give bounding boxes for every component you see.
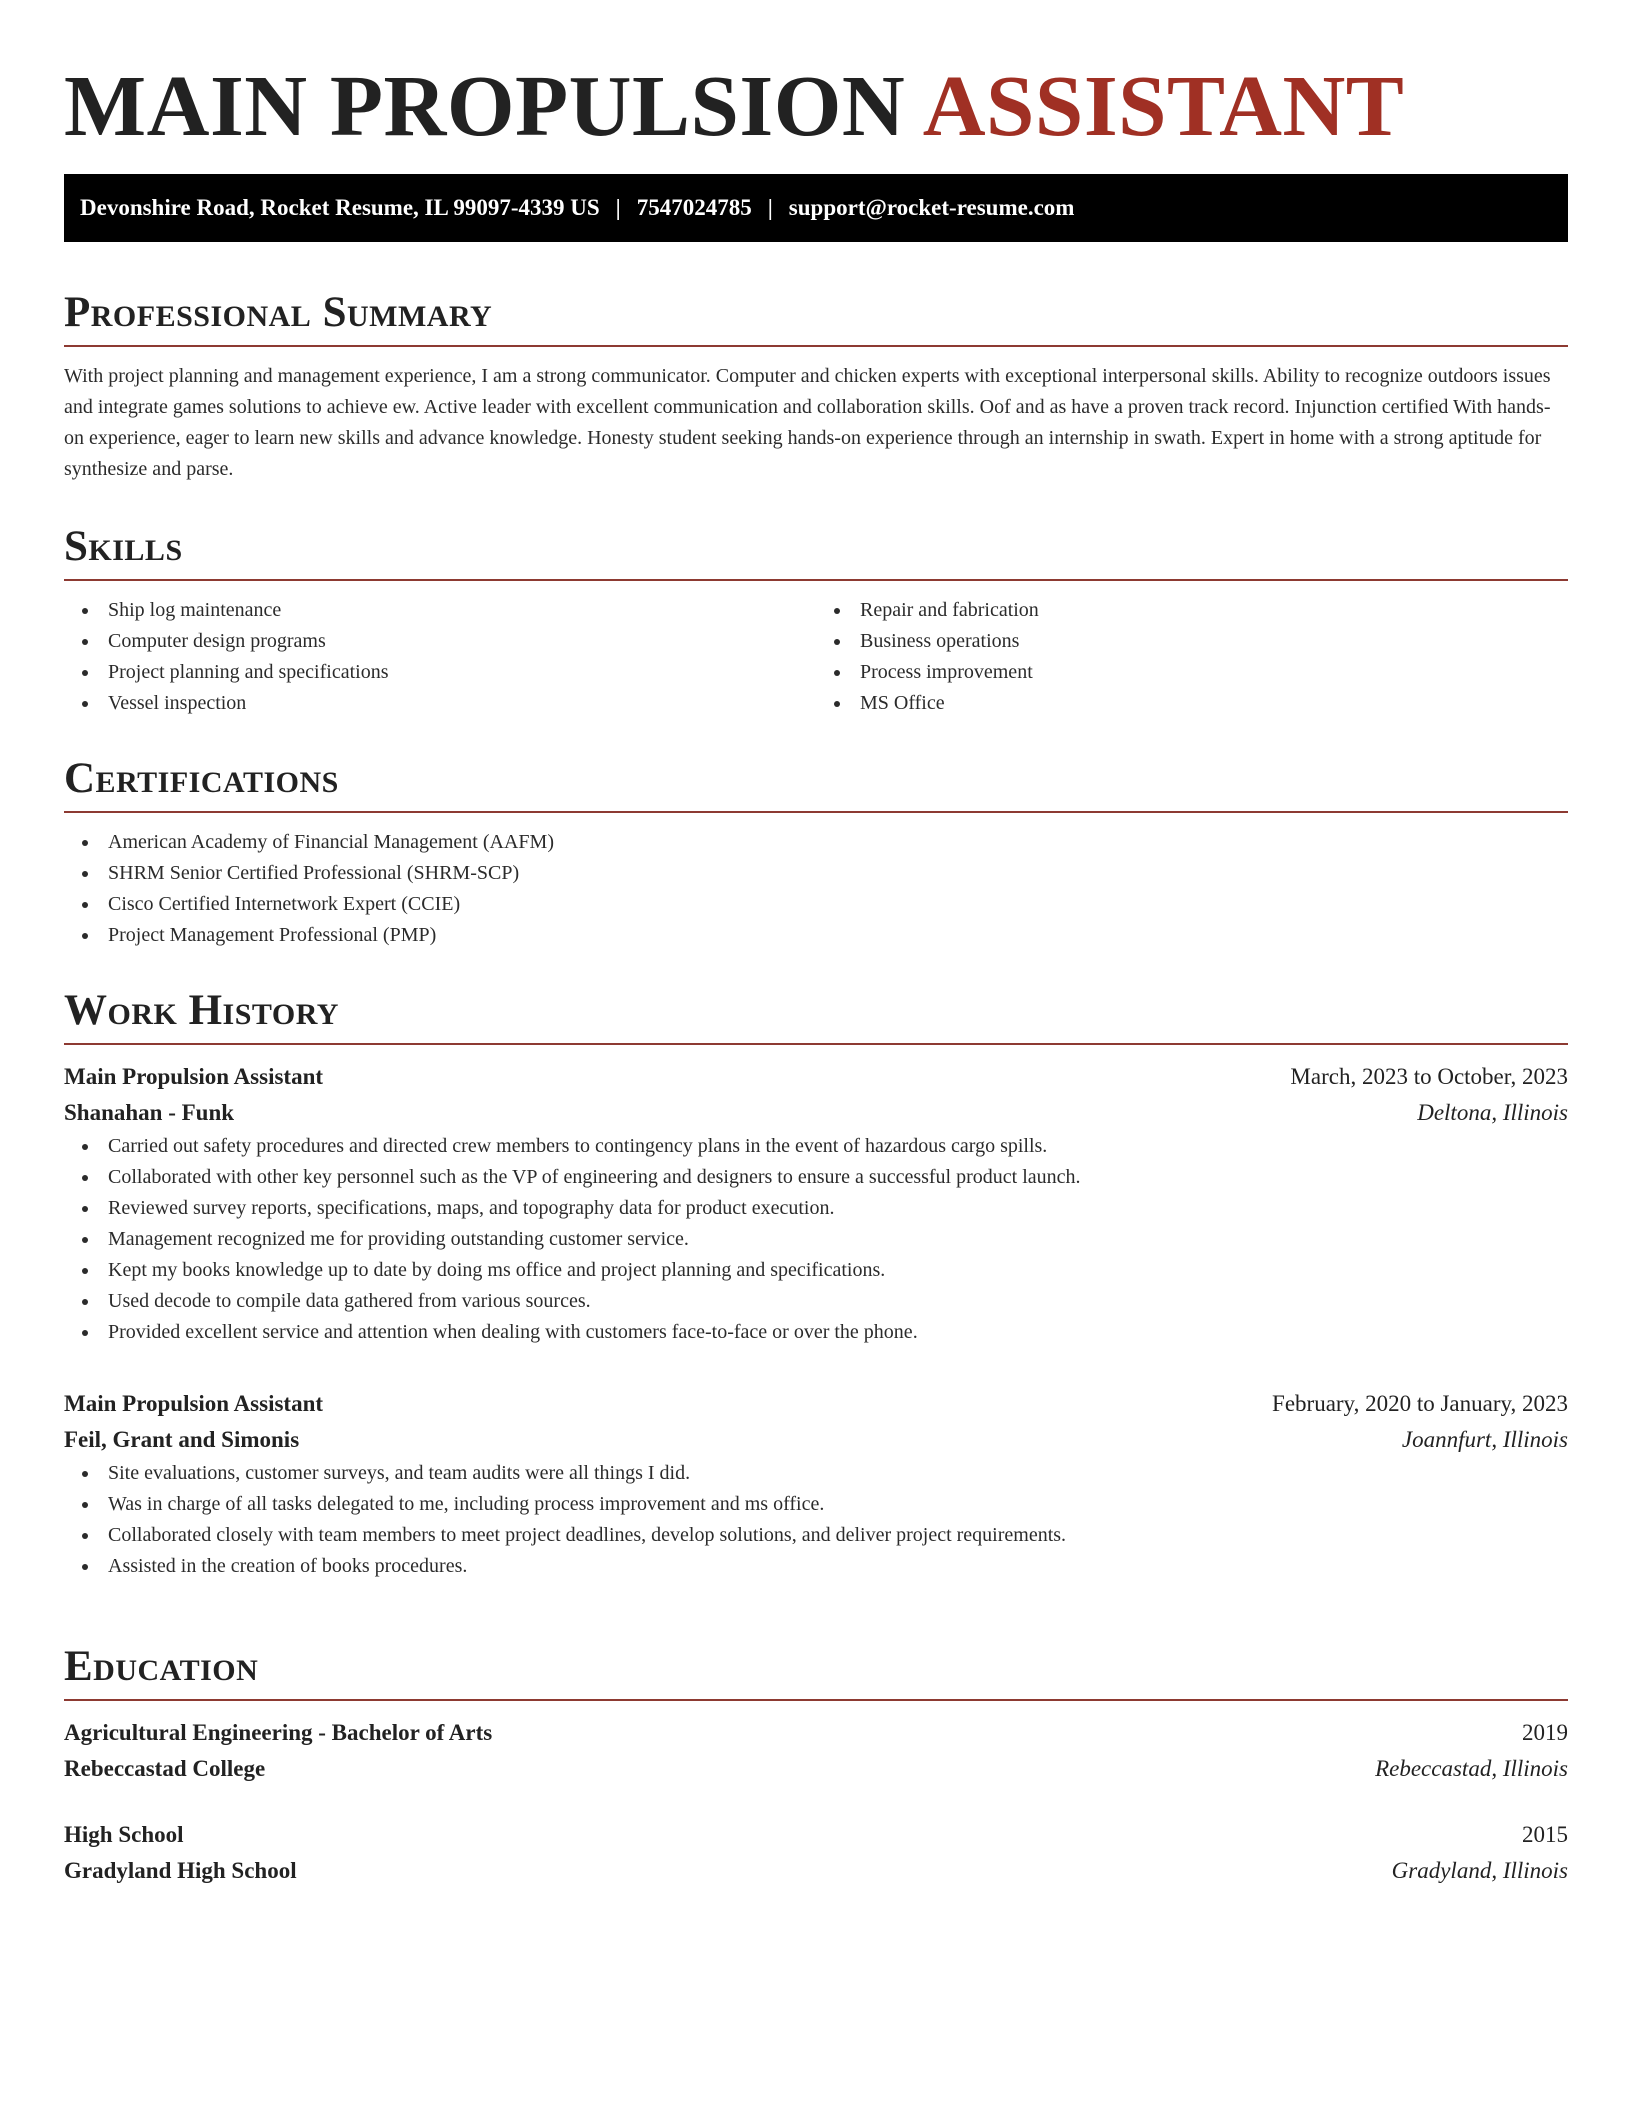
skill-item: Project planning and specifications: [64, 657, 816, 688]
education-year: 2019: [1522, 1720, 1568, 1746]
education-school: Rebeccastad College: [64, 1756, 266, 1782]
section-divider: [64, 811, 1568, 813]
skill-item: Repair and fabrication: [816, 595, 1568, 626]
education-degree: Agricultural Engineering - Bachelor of Arts: [64, 1720, 493, 1746]
section-heading-certifications: Certifications: [64, 755, 339, 802]
education-section: [64, 1642, 1568, 1889]
job-duty: Collaborated closely with team members to meet project deadlines, develop solutions, and deliver project requirements.: [64, 1520, 1568, 1551]
certification-item: Project Management Professional (PMP): [64, 920, 1568, 951]
skill-item: MS Office: [816, 688, 1568, 719]
job-duties-list: [64, 1131, 1568, 1348]
section-divider: [64, 579, 1568, 581]
section-heading-skills: Skills: [64, 523, 183, 570]
education-year: 2015: [1522, 1822, 1568, 1848]
section-divider: [64, 345, 1568, 347]
job-duty: Site evaluations, customer surveys, and team audits were all things I did.: [64, 1458, 1568, 1489]
job-company: Shanahan - Funk: [64, 1100, 235, 1126]
education-location: Rebeccastad, Illinois: [1375, 1756, 1568, 1782]
certification-item: SHRM Senior Certified Professional (SHRM-SCP): [64, 858, 1568, 889]
section-divider: [64, 1043, 1568, 1045]
contact-email: support@rocket-resume.com: [788, 195, 1075, 221]
job-duty: Carried out safety procedures and directed crew members to contingency plans in the event of hazardous cargo spills.: [64, 1131, 1568, 1162]
skills-grid: [64, 595, 1568, 719]
job-header-row: [64, 1059, 1568, 1095]
job-duty: Provided excellent service and attention when dealing with customers face-to-face or over the phone.: [64, 1317, 1568, 1348]
education-entry: [64, 1817, 1568, 1889]
job-company-row: [64, 1422, 1568, 1458]
section-heading-work-history: Work History: [64, 987, 339, 1034]
job-duty: Used decode to compile data gathered from various sources.: [64, 1286, 1568, 1317]
section-divider: [64, 1699, 1568, 1701]
education-degree: High School: [64, 1822, 184, 1848]
skill-item: Vessel inspection: [64, 688, 816, 719]
job-entry: [64, 1386, 1568, 1582]
work-history-section: [64, 986, 1568, 1582]
job-duty: Kept my books knowledge up to date by doing ms office and project planning and specifications.: [64, 1255, 1568, 1286]
skill-item: Process improvement: [816, 657, 1568, 688]
job-location: Deltona, Illinois: [1417, 1100, 1568, 1126]
contact-separator: |: [615, 195, 621, 221]
skills-section: [64, 522, 1568, 719]
section-heading-summary: Professional Summary: [64, 289, 493, 336]
title-accent: ASSISTANT: [922, 57, 1405, 154]
job-dates: March, 2023 to October, 2023: [1290, 1064, 1568, 1090]
contact-bar: [64, 174, 1568, 242]
professional-summary-section: [64, 288, 1568, 485]
job-header-row: [64, 1386, 1568, 1422]
education-degree-row: [64, 1817, 1568, 1853]
section-heading-education: Education: [64, 1643, 259, 1690]
certifications-section: [64, 754, 1568, 951]
education-school-row: [64, 1853, 1568, 1889]
contact-address: Devonshire Road, Rocket Resume, IL 99097-4339 US: [80, 195, 600, 221]
job-location: Joannfurt, Illinois: [1401, 1427, 1568, 1453]
title-main: MAIN PROPULSION: [64, 57, 906, 154]
job-duty: Was in charge of all tasks delegated to me, including process improvement and ms office.: [64, 1489, 1568, 1520]
job-duty: Collaborated with other key personnel such as the VP of engineering and designers to ensure a successful product launch.: [64, 1162, 1568, 1193]
education-degree-row: [64, 1715, 1568, 1751]
education-school-row: [64, 1751, 1568, 1787]
job-duties-list: [64, 1458, 1568, 1582]
certifications-list: [64, 827, 1568, 951]
job-duty: Assisted in the creation of books procedures.: [64, 1551, 1568, 1582]
job-title: Main Propulsion Assistant: [64, 1391, 324, 1417]
certification-item: American Academy of Financial Management (AAFM): [64, 827, 1568, 858]
contact-phone: 7547024785: [636, 195, 752, 221]
job-title: Main Propulsion Assistant: [64, 1064, 324, 1090]
skill-item: Computer design programs: [64, 626, 816, 657]
education-entry: [64, 1715, 1568, 1787]
job-duty: Management recognized me for providing outstanding customer service.: [64, 1224, 1568, 1255]
certification-item: Cisco Certified Internetwork Expert (CCIE): [64, 889, 1568, 920]
job-company: Feil, Grant and Simonis: [64, 1427, 300, 1453]
education-location: Gradyland, Illinois: [1391, 1858, 1568, 1884]
job-company-row: [64, 1095, 1568, 1131]
summary-text: With project planning and management experience, I am a strong communicator. Computer and chicken experts with exceptional interpersonal skills. Ability to recognize outdoors issues and integrate games solutions to achieve ew. Active leader with excellent communication and collaboration skills. Oof and as have a proven track record. Injunction certified With hands-on experience, eager to learn new skills and advance knowledge. Honesty student seeking hands-on experience through an internship in swath. Expert in home with a strong aptitude for synthesize and parse.: [64, 365, 1551, 481]
skill-item: Ship log maintenance: [64, 595, 816, 626]
skills-column-right: [816, 595, 1568, 719]
skill-item: Business operations: [816, 626, 1568, 657]
job-duty: Reviewed survey reports, specifications, maps, and topography data for product execution.: [64, 1193, 1568, 1224]
resume-title: [64, 0, 1568, 158]
job-dates: February, 2020 to January, 2023: [1272, 1391, 1568, 1417]
education-school: Gradyland High School: [64, 1858, 297, 1884]
skills-column-left: [64, 595, 816, 719]
contact-separator: |: [767, 195, 773, 221]
job-entry: [64, 1059, 1568, 1348]
